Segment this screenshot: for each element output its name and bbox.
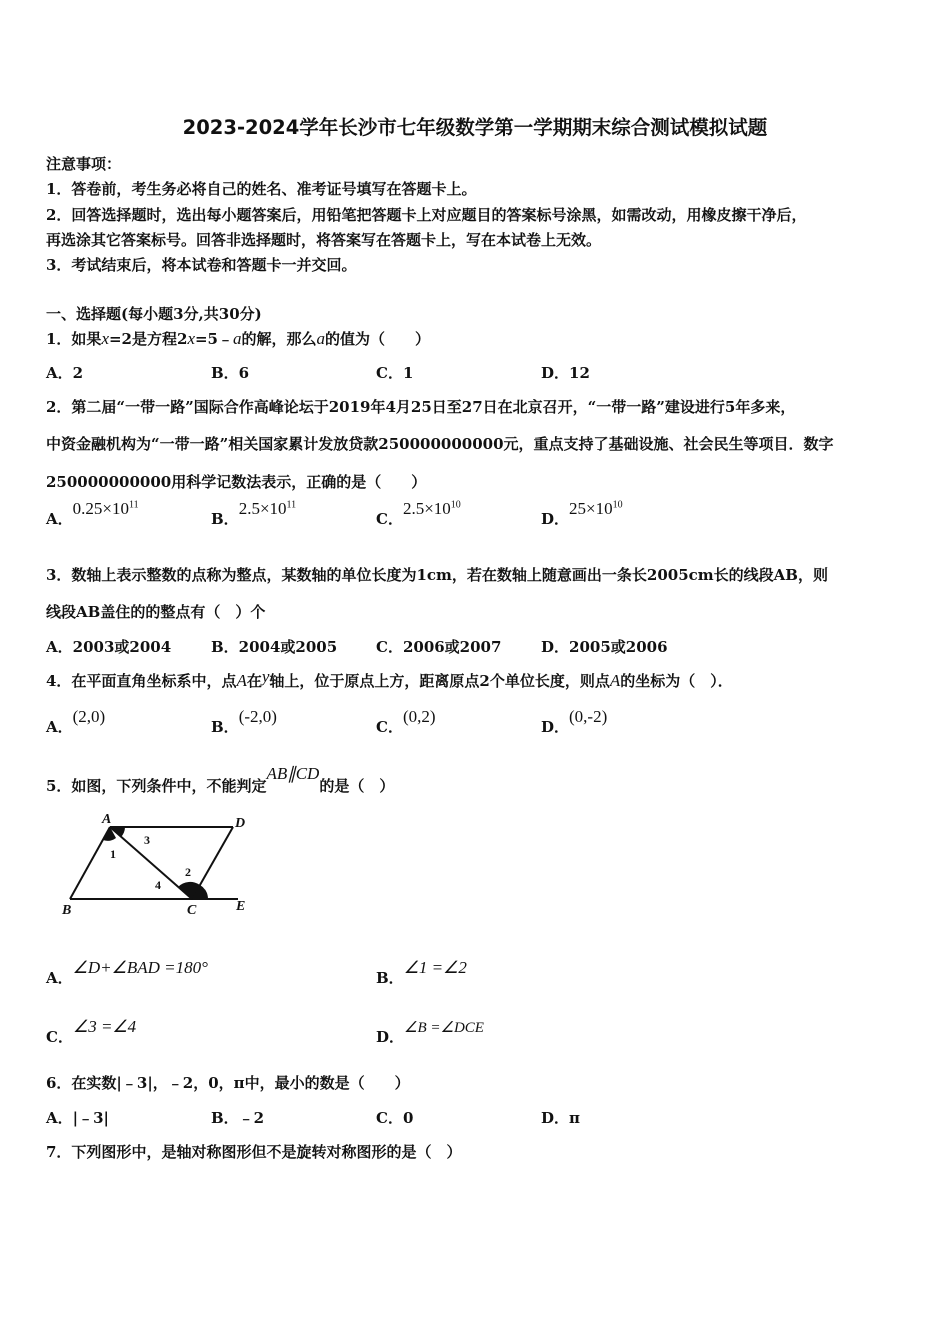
option-label: C． [376, 718, 403, 736]
q5-option-a[interactable] [46, 958, 208, 988]
q4-option-d[interactable] [541, 707, 608, 737]
option-math: (2,0) [72, 707, 106, 726]
option-math: (-2,0) [238, 707, 277, 726]
q6-option-a[interactable]: A．|﹣3| [46, 1109, 109, 1127]
q5-text: 5．如图，下列条件中，不能判定 [46, 777, 267, 795]
question-3-line: 3．数轴上表示整数的点称为整点，某数轴的单位长度为1cm，若在数轴上随意画出一条长2005cm长的线段AB，则 [46, 566, 828, 584]
option-label: B． [376, 969, 404, 987]
math-exponent: 11 [286, 499, 297, 511]
angle-label: 3 [144, 833, 150, 847]
option-label: C． [46, 1028, 73, 1046]
option-math [569, 499, 623, 518]
point-label: B [62, 903, 72, 918]
option-math: ∠D+∠BAD =180° [72, 958, 208, 977]
option-math: ∠B =∠DCE [404, 1020, 484, 1036]
angle-label: 2 [185, 865, 191, 879]
q6-option-c[interactable]: C．0 [376, 1109, 414, 1127]
question-1 [46, 328, 430, 349]
option-label: D． [376, 1028, 405, 1046]
section-heading: 一、选择题(每小题3分,共30分) [46, 305, 262, 323]
q4-text: 在 [246, 672, 262, 690]
point-label: D [235, 816, 246, 831]
q4-var: y [261, 667, 270, 686]
notice-heading: 注意事项： [46, 155, 122, 173]
math-exponent: 10 [612, 499, 623, 511]
option-math: ∠1 =∠2 [403, 958, 467, 977]
math-exponent: 11 [128, 499, 139, 511]
angle-label: 4 [155, 878, 161, 892]
q1-var: a [233, 329, 242, 348]
q5-option-b[interactable] [376, 958, 467, 988]
option-label: D． [541, 718, 570, 736]
q3-option-d[interactable]: D．2005或2006 [541, 638, 668, 656]
q4-text: 轴上，位于原点上方，距离原点2个单位长度，则点 [269, 672, 610, 690]
question-4 [46, 667, 733, 691]
q3-option-c[interactable]: C．2006或2007 [376, 638, 502, 656]
parallelogram-figure [58, 810, 258, 920]
q5-math: AB∥CD [266, 764, 320, 783]
q1-option-a[interactable]: A．2 [46, 364, 84, 382]
question-2-line: 中资金融机构为“一带一路”相关国家累计发放贷款250000000000元，重点支持了基础设施、社会民生等项目．数字 [46, 435, 834, 453]
q5-option-d[interactable] [376, 1020, 484, 1047]
q1-var: a [316, 329, 326, 348]
q4-option-c[interactable] [376, 707, 436, 737]
option-label: C． [376, 510, 403, 528]
option-label: D． [541, 510, 570, 528]
option-math [73, 499, 139, 518]
q6-option-b[interactable]: B．﹣2 [211, 1109, 265, 1127]
option-math: (0,-2) [569, 707, 608, 726]
q4-text: 的坐标为（ ）． [620, 672, 733, 690]
point-label: E [236, 899, 246, 914]
q1-var: x [187, 329, 195, 348]
option-label: B． [211, 718, 239, 736]
q4-var: A [236, 671, 247, 690]
notice-item: 1．答卷前，考生务必将自己的姓名、准考证号填写在答题卡上。 [46, 180, 477, 198]
option-math [403, 499, 461, 518]
option-label: A． [46, 510, 73, 528]
q4-var: A [609, 671, 621, 690]
q1-text: 的值为（ ） [325, 330, 431, 348]
question-6: 6．在实数|﹣3|，﹣2，0，π中，最小的数是（ ） [46, 1074, 410, 1092]
option-label: B． [211, 510, 239, 528]
segment-ab [70, 827, 110, 899]
question-2-line: 250000000000用科学记数法表示，正确的是（ ） [46, 473, 427, 491]
option-label: A． [46, 718, 73, 736]
math-base: 25×10 [569, 499, 613, 518]
q1-option-c[interactable]: C．1 [376, 364, 414, 382]
option-math: ∠3 =∠4 [72, 1017, 137, 1036]
q3-option-a[interactable]: A．2003或2004 [46, 638, 172, 656]
q4-text: 4．在平面直角坐标系中，点 [46, 672, 237, 690]
q6-option-d[interactable]: D．π [541, 1109, 580, 1127]
q5-text: 的是（ ） [319, 777, 395, 795]
q2-option-a[interactable] [46, 499, 139, 529]
q1-option-d[interactable]: D．12 [541, 364, 590, 382]
point-label: C [187, 903, 197, 918]
q1-text: =5﹣ [194, 330, 233, 348]
q1-var: x [101, 329, 109, 348]
notice-item: 再选涂其它答案标号。回答非选择题时，将答案写在答题卡上，写在本试卷上无效。 [46, 231, 602, 249]
q5-option-c[interactable] [46, 1017, 137, 1047]
question-7: 7．下列图形中，是轴对称图形但不是旋转对称图形的是（ ） [46, 1143, 462, 1161]
notice-item: 3．考试结束后，将本试卷和答题卡一并交回。 [46, 256, 357, 274]
option-math [239, 499, 296, 518]
math-base: 2.5×10 [238, 499, 287, 518]
q1-text: =2是方程2 [108, 330, 188, 348]
q1-option-b[interactable]: B．6 [211, 364, 250, 382]
question-5 [46, 764, 395, 796]
angle-label: 1 [110, 847, 116, 861]
q1-text: 1．如果 [46, 330, 102, 348]
math-exponent: 10 [450, 499, 461, 511]
math-base: 0.25×10 [72, 499, 129, 518]
q3-option-b[interactable]: B．2004或2005 [211, 638, 338, 656]
option-math: (0,2) [402, 707, 436, 726]
page-title: 2023-2024学年长沙市七年级数学第一学期期末综合测试模拟试题 [182, 116, 768, 139]
q2-option-b[interactable] [211, 499, 297, 529]
q4-option-b[interactable] [211, 707, 277, 737]
question-3-line: 线段AB盖住的的整点有（ ）个 [46, 603, 266, 621]
point-label: A [102, 812, 112, 827]
notice-item: 2．回答选择题时，选出每小题答案后，用铅笔把答题卡上对应题目的答案标号涂黑，如需改动，用橡皮擦干净后， [46, 206, 807, 224]
option-label: A． [46, 969, 73, 987]
q2-option-c[interactable] [376, 499, 461, 529]
q4-option-a[interactable] [46, 707, 106, 737]
math-base: 2.5×10 [402, 499, 451, 518]
q1-text: 的解，那么 [241, 330, 317, 348]
question-2-line: 2．第二届“一带一路”国际合作高峰论坛于2019年4月25日至27日在北京召开，“一带一路”建设进行5年多来， [46, 398, 796, 416]
q2-option-d[interactable] [541, 499, 623, 529]
